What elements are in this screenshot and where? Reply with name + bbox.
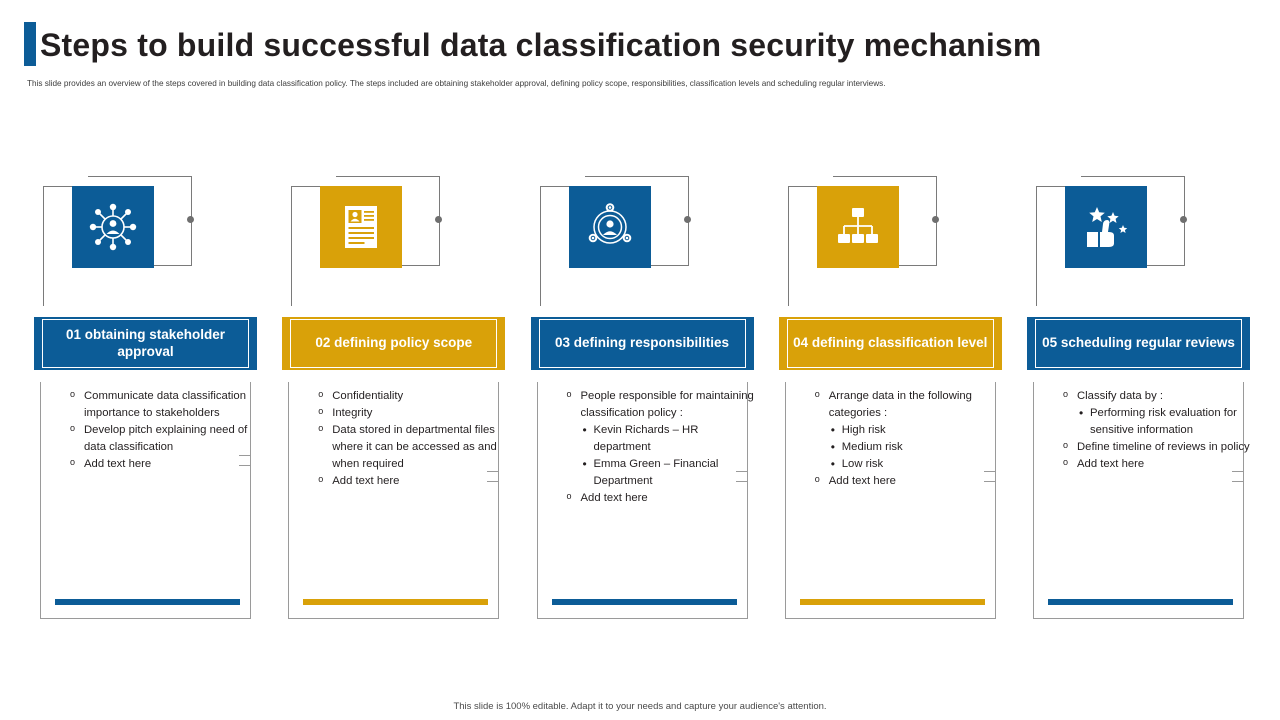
step-accent-bar-04	[800, 599, 985, 605]
list-item: o Define timeline of reviews in policy	[1062, 439, 1252, 456]
steps-row	[30, 160, 1254, 640]
connector-dot-04	[932, 216, 939, 223]
connector-elbow-02	[291, 186, 321, 187]
step-column-01	[30, 160, 261, 640]
step-header-label-05: 05 scheduling regular reviews	[1035, 319, 1242, 368]
connector-elbow-01	[43, 186, 73, 187]
network-nodes-user-icon	[72, 186, 154, 268]
list-item: o Integrity	[317, 405, 507, 422]
connector-dot-05	[1180, 216, 1187, 223]
card-tick-mark	[1232, 471, 1244, 472]
sub-list-item: • Low risk	[829, 456, 1004, 473]
hierarchy-org-chart-icon	[817, 186, 899, 268]
slide-footer-note: This slide is 100% editable. Adapt it to your needs and capture your audience's attention.	[453, 701, 827, 712]
icon-zone-03	[527, 160, 758, 310]
connector-line-05	[1036, 186, 1037, 306]
step-body-01	[40, 382, 251, 619]
sub-list-item: • High risk	[829, 422, 1004, 439]
page-title: Steps to build successful data classification security mechanism	[40, 26, 1042, 63]
card-tick-mark	[736, 481, 748, 482]
step-accent-bar-01	[55, 599, 240, 605]
connector-line-02	[291, 186, 292, 306]
slide-subtitle: This slide provides an overview of the steps covered in building data classification policy. The steps included are obtaining stakeholder approval, defining policy scope, responsibilities, classification levels and scheduling regular interviews.	[27, 79, 886, 88]
step-column-02	[278, 160, 509, 640]
step-bullets-02	[317, 388, 507, 490]
sub-list-item: • Emma Green – Financial Department	[581, 456, 756, 490]
list-item: o Data stored in departmental files where it can be accessed as and when required	[317, 422, 507, 473]
step-accent-bar-05	[1048, 599, 1233, 605]
list-item: o Develop pitch explaining need of data classification	[69, 422, 259, 456]
step-body-03	[537, 382, 754, 619]
step-column-03	[527, 160, 758, 640]
list-item: o Add text here	[317, 473, 507, 490]
list-item: o Add text here	[1062, 456, 1252, 473]
step-header-01[interactable]	[34, 317, 257, 370]
step-bullets-04	[814, 388, 1004, 490]
list-item: o Add text here	[69, 456, 259, 473]
icon-zone-02	[278, 160, 509, 310]
list-item: o Add text here	[566, 490, 756, 507]
step-header-label-01: 01 obtaining stakeholder approval	[42, 319, 249, 368]
step-accent-bar-02	[303, 599, 488, 605]
connector-elbow-03	[540, 186, 570, 187]
thumbs-up-stars-icon	[1065, 186, 1147, 268]
icon-zone-05	[1023, 160, 1254, 310]
step-header-label-04: 04 defining classification level	[787, 319, 994, 368]
step-body-02	[288, 382, 499, 619]
sub-list-item: • Kevin Richards – HR department	[581, 422, 756, 456]
list-item: o Communicate data classification importance to stakeholders	[69, 388, 259, 422]
card-tick-mark	[239, 455, 251, 456]
step-body-04	[785, 382, 996, 619]
step-accent-bar-03	[552, 599, 737, 605]
connector-line-04	[788, 186, 789, 306]
connector-elbow-04	[788, 186, 818, 187]
connector-dot-02	[435, 216, 442, 223]
connector-line-03	[540, 186, 541, 306]
step-header-04[interactable]	[779, 317, 1002, 370]
sub-list-item: • Medium risk	[829, 439, 1004, 456]
card-tick-mark	[984, 481, 996, 482]
list-item: o Arrange data in the following categories : • High risk • Medium risk • Low risk	[814, 388, 1004, 473]
card-tick-mark	[1232, 481, 1244, 482]
card-tick-mark	[984, 471, 996, 472]
list-item: o Classify data by : • Performing risk evaluation for sensitive information	[1062, 388, 1252, 439]
connector-line-01	[43, 186, 44, 306]
step-header-03[interactable]	[531, 317, 754, 370]
user-gear-circle-icon	[569, 186, 651, 268]
icon-zone-01	[30, 160, 261, 310]
card-tick-mark	[239, 465, 251, 466]
icon-zone-04	[775, 160, 1006, 310]
step-column-04	[775, 160, 1006, 640]
connector-dot-01	[187, 216, 194, 223]
step-header-02[interactable]	[282, 317, 505, 370]
step-bullets-05	[1062, 388, 1252, 473]
document-profile-icon	[320, 186, 402, 268]
step-header-05[interactable]	[1027, 317, 1250, 370]
step-bullets-03	[566, 388, 756, 507]
card-tick-mark	[487, 471, 499, 472]
step-header-label-02: 02 defining policy scope	[290, 319, 497, 368]
step-body-05	[1033, 382, 1250, 619]
step-column-05	[1023, 160, 1254, 640]
list-item: o Add text here	[814, 473, 1004, 490]
sub-list-item: • Performing risk evaluation for sensitive information	[1077, 405, 1252, 439]
list-item: o Confidentiality	[317, 388, 507, 405]
list-item: o People responsible for maintaining classification policy : • Kevin Richards – HR department • Emma Green – Financial Department	[566, 388, 756, 490]
card-tick-mark	[487, 481, 499, 482]
card-tick-mark	[736, 471, 748, 472]
connector-dot-03	[684, 216, 691, 223]
step-bullets-01	[69, 388, 259, 473]
connector-elbow-05	[1036, 186, 1066, 187]
step-header-label-03: 03 defining responsibilities	[539, 319, 746, 368]
